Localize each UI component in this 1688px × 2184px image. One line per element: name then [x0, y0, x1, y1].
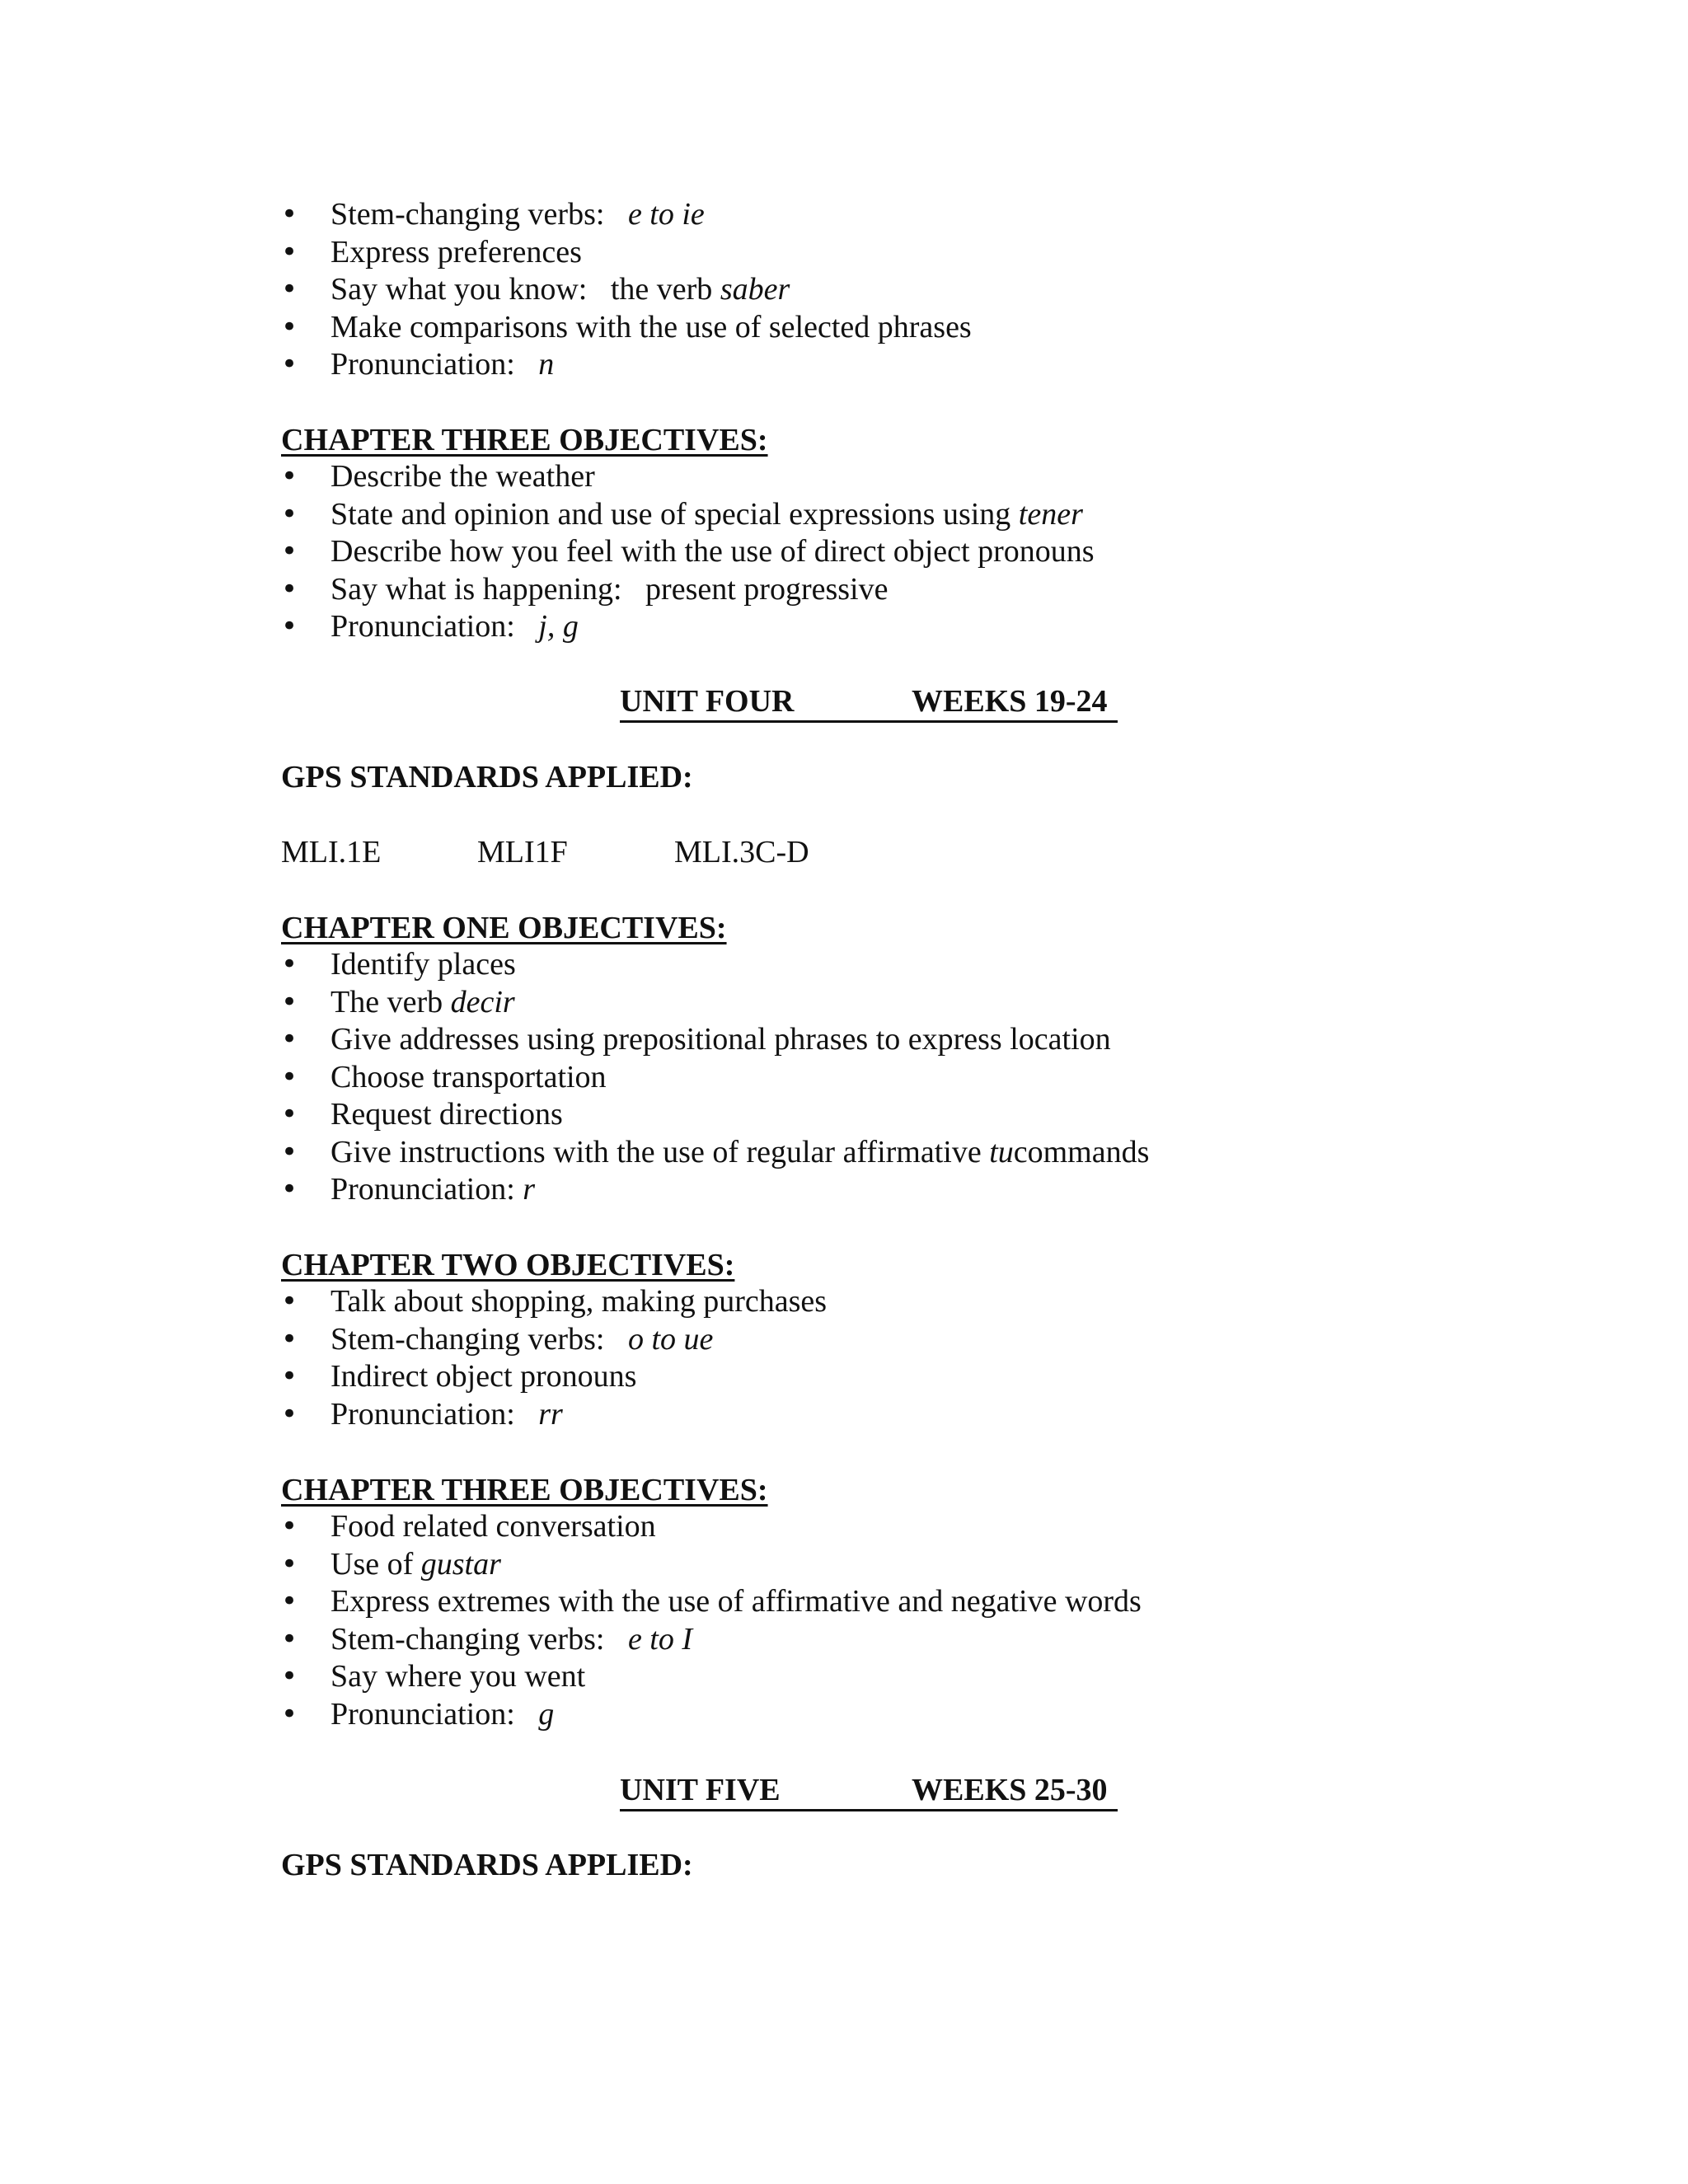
unit-four-chapter-two-list — [281, 1283, 827, 1433]
bullet-icon: • — [281, 1697, 298, 1731]
unit-five-title — [620, 1771, 1118, 1811]
bullet-icon: • — [281, 1135, 298, 1169]
bullet-icon: • — [281, 273, 298, 306]
list-item-text: Pronunciation: — [331, 1172, 523, 1207]
unit-four-gps-heading: GPS STANDARDS APPLIED: — [281, 760, 693, 794]
list-item-italic-term: n — [538, 347, 555, 382]
list-item-text: Describe the weather — [331, 459, 595, 494]
standard-code: MLI.3C-D — [674, 835, 809, 869]
list-item — [281, 496, 1095, 534]
list-item-italic-term: tu — [989, 1134, 1014, 1169]
list-item-text: Stem-changing verbs: — [331, 197, 628, 232]
bullet-icon: • — [281, 1585, 298, 1618]
bullet-icon: • — [281, 948, 298, 981]
list-item — [281, 234, 972, 272]
objectives-list-prev — [281, 196, 972, 384]
list-item — [281, 1396, 827, 1434]
bullet-icon: • — [281, 1285, 298, 1318]
list-item-text: Say where you went — [331, 1659, 586, 1694]
list-item — [281, 1696, 1142, 1734]
bullet-icon: • — [281, 1547, 298, 1581]
bullet-icon: • — [281, 1622, 298, 1656]
list-item-italic-term: j, g — [538, 609, 579, 644]
bullet-icon: • — [281, 535, 298, 568]
list-item-text: Give instructions with the use of regular affirmative — [331, 1134, 990, 1169]
list-item — [281, 1583, 1142, 1621]
list-item-text: Say what you know: the verb — [331, 272, 720, 307]
list-item-italic-term: g — [538, 1696, 555, 1732]
bullet-icon: • — [281, 1098, 298, 1131]
bullet-icon: • — [281, 1023, 298, 1056]
list-item-italic-term: e to ie — [627, 197, 705, 232]
bullet-icon: • — [281, 572, 298, 606]
list-item — [281, 1096, 1149, 1134]
standard-code: MLI.1E — [281, 835, 382, 869]
list-item-italic-term: tener — [1018, 496, 1083, 532]
list-item — [281, 1321, 827, 1359]
chapter-three-objectives-list — [281, 458, 1095, 646]
list-item — [281, 1134, 1149, 1172]
list-item-text: Use of — [331, 1546, 421, 1582]
list-item-text: Make comparisons with the use of selected phrases — [331, 309, 972, 344]
unit-four-chapter-two-heading: CHAPTER TWO OBJECTIVES: — [281, 1248, 735, 1282]
list-item-text: Say what is happening: present progressive — [331, 571, 889, 607]
list-item-text: Give addresses using prepositional phrases to express location — [331, 1022, 1111, 1057]
list-item — [281, 946, 1149, 984]
list-item-italic-term: decir — [450, 984, 515, 1019]
list-item-text: Pronunciation: — [331, 609, 539, 644]
unit-four-chapter-three-list — [281, 1508, 1142, 1733]
list-item — [281, 984, 1149, 1022]
unit-four-chapter-one-heading: CHAPTER ONE OBJECTIVES: — [281, 911, 727, 945]
bullet-icon: • — [281, 1660, 298, 1693]
list-item-text: Pronunciation: — [331, 1696, 539, 1732]
list-item-text: State and opinion and use of special expressions using — [331, 496, 1019, 532]
list-item-text: Describe how you feel with the use of direct object pronouns — [331, 534, 1095, 569]
list-item-italic-term: e to I — [627, 1621, 693, 1657]
bullet-icon: • — [281, 1510, 298, 1543]
unit-four-chapter-three-heading: CHAPTER THREE OBJECTIVES: — [281, 1473, 768, 1507]
bullet-icon: • — [281, 1060, 298, 1094]
bullet-icon: • — [281, 235, 298, 269]
list-item-text: Request directions — [331, 1097, 563, 1132]
bullet-icon: • — [281, 348, 298, 381]
list-item-italic-term: saber — [720, 272, 790, 307]
bullet-icon: • — [281, 310, 298, 344]
list-item-text: Pronunciation: — [331, 347, 539, 382]
standard-code: MLI1F — [477, 835, 568, 869]
list-item — [281, 271, 972, 309]
list-item — [281, 458, 1095, 496]
list-item — [281, 571, 1095, 609]
list-item-text: Food related conversation — [331, 1509, 656, 1544]
bullet-icon: • — [281, 1360, 298, 1393]
bullet-icon: • — [281, 460, 298, 493]
list-item-text: Stem-changing verbs: — [331, 1621, 628, 1657]
bullet-icon: • — [281, 1173, 298, 1206]
list-item-italic-term: gustar — [420, 1546, 501, 1582]
unit-five-weeks: WEEKS 25-30 — [912, 1773, 1108, 1807]
unit-four-label: UNIT FOUR — [620, 684, 795, 719]
list-item-text: Pronunciation: — [331, 1396, 539, 1432]
list-item-text-after: commands — [1013, 1134, 1150, 1169]
bullet-icon: • — [281, 1397, 298, 1431]
unit-four-title — [620, 682, 1118, 723]
bullet-icon: • — [281, 198, 298, 231]
list-item — [281, 1059, 1149, 1097]
list-item — [281, 346, 972, 384]
list-item — [281, 1508, 1142, 1546]
list-item-text: Stem-changing verbs: — [331, 1321, 628, 1357]
list-item-text: The verb — [331, 984, 451, 1019]
bullet-icon: • — [281, 497, 298, 531]
list-item-italic-term: r — [523, 1172, 536, 1207]
list-item-text: Talk about shopping, making purchases — [331, 1284, 828, 1319]
list-item-text: Indirect object pronouns — [331, 1359, 637, 1394]
list-item — [281, 196, 972, 234]
unit-four-chapter-one-list — [281, 946, 1149, 1209]
list-item — [281, 1546, 1142, 1584]
list-item — [281, 533, 1095, 571]
unit-five-label: UNIT FIVE — [620, 1773, 781, 1807]
list-item — [281, 1171, 1149, 1209]
list-item-text: Choose transportation — [331, 1059, 607, 1094]
list-item — [281, 1621, 1142, 1659]
list-item-text: Express preferences — [331, 234, 582, 269]
list-item — [281, 1658, 1142, 1696]
bullet-icon: • — [281, 610, 298, 643]
unit-four-weeks: WEEKS 19-24 — [912, 684, 1108, 719]
list-item-italic-term: o to ue — [627, 1321, 714, 1357]
list-item-text: Express extremes with the use of affirmative and negative words — [331, 1584, 1142, 1619]
list-item — [281, 1283, 827, 1321]
list-item — [281, 1358, 827, 1396]
list-item — [281, 1021, 1149, 1059]
bullet-icon: • — [281, 1322, 298, 1356]
unit-five-gps-heading: GPS STANDARDS APPLIED: — [281, 1848, 693, 1882]
list-item — [281, 608, 1095, 646]
list-item-italic-term: rr — [538, 1396, 563, 1432]
chapter-three-heading: CHAPTER THREE OBJECTIVES: — [281, 423, 768, 457]
list-item-text: Identify places — [331, 947, 516, 982]
list-item — [281, 309, 972, 347]
bullet-icon: • — [281, 985, 298, 1019]
